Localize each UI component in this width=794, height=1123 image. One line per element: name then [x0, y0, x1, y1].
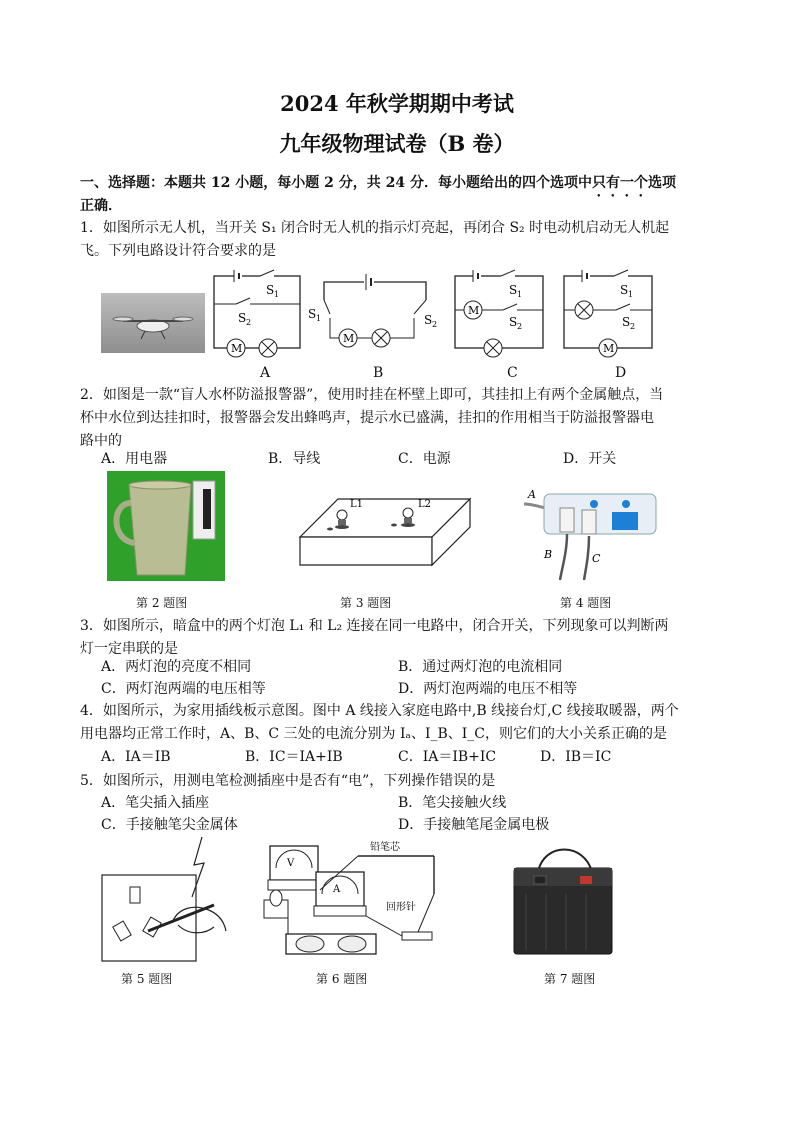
- svg-text:B: B: [544, 548, 553, 561]
- q3-option-a: A．两灯泡的亮度不相同: [101, 659, 252, 675]
- q2-option-c: C．电源: [398, 451, 451, 467]
- svg-text:1: 1: [274, 290, 280, 299]
- svg-text:S: S: [266, 283, 275, 297]
- svg-text:M: M: [343, 332, 355, 345]
- exam-subtitle: 九年级物理试卷（B 卷）: [279, 131, 515, 156]
- section-heading-cont: 正确．: [80, 198, 122, 214]
- q3-text-2: 灯一定串联的是: [80, 641, 178, 657]
- circuit-a: [208, 266, 308, 361]
- q2-option-b: B．导线: [268, 451, 321, 467]
- circuit-b: [306, 268, 446, 360]
- q4-text-1: 4．如图所示，为家用插线板示意图。图中 A 线接入家庭电路中,B 线接台灯,C 线接取暖器，两个: [80, 703, 679, 719]
- dark-box-figure: [296, 491, 474, 573]
- q1-text-1: 1．如图所示无人机，当开关 S₁ 闭合时无人机的指示灯亮起，再闭合 S₂ 时电动机启动无人机起: [80, 220, 670, 236]
- svg-text:1: 1: [628, 290, 634, 299]
- q5-option-c: C．手接触笔尖金属体: [101, 817, 238, 833]
- q2-text-2: 杯中水位到达挂扣时，报警器会发出蜂鸣声，提示水已盛满，挂扣的作用相当于防溢报警器电: [80, 410, 654, 426]
- svg-text:S: S: [424, 313, 433, 327]
- circuit-label-b: B: [373, 365, 384, 381]
- q2-option-a: A．用电器: [101, 451, 168, 467]
- svg-text:M: M: [603, 342, 615, 355]
- q4-text-2: 用电器均正常工作时，A、B、C 三处的电流分别为 Iₐ、I_B、I_C，则它们的大小关系正确的是: [80, 726, 667, 742]
- circuit-label-c: C: [507, 365, 518, 381]
- circuit-d: [558, 266, 658, 361]
- fig5-caption: 第 5 题图: [121, 972, 173, 986]
- section-heading: 一、选择题：本题共 12 小题，每小题 2 分，共 24 分．每小题给出的四个选项中只有一个选项: [80, 175, 676, 191]
- svg-text:2: 2: [432, 320, 438, 329]
- q1-text-2: 飞。下列电路设计符合要求的是: [80, 243, 276, 259]
- svg-text:S: S: [509, 315, 518, 329]
- svg-text:M: M: [468, 304, 480, 317]
- q4-option-d: D．IB＝IC: [540, 749, 612, 765]
- svg-text:V: V: [287, 858, 295, 869]
- q4-option-b: B．IC＝IA+IB: [245, 749, 343, 765]
- q3-option-c: C．两灯泡两端的电压相等: [101, 681, 266, 697]
- svg-text:2: 2: [246, 318, 252, 327]
- svg-text:S: S: [308, 307, 317, 321]
- svg-text:S: S: [509, 283, 518, 297]
- q3-option-b: B．通过两灯泡的电流相同: [398, 659, 563, 675]
- svg-text:C: C: [592, 552, 601, 565]
- q5-text-1: 5．如图所示，用测电笔检测插座中是否有“电”，下列操作错误的是: [80, 773, 496, 789]
- svg-text:S: S: [238, 311, 247, 325]
- fig2-caption: 第 2 题图: [136, 596, 188, 610]
- q4-option-a: A．IA＝IB: [101, 749, 171, 765]
- svg-text:S: S: [622, 315, 631, 329]
- q5-option-a: A．笔尖插入插座: [101, 795, 210, 811]
- svg-text:铅笔芯: 铅笔芯: [370, 842, 400, 853]
- q2-option-d: D．开关: [563, 451, 617, 467]
- svg-text:回形针: 回形针: [386, 902, 416, 913]
- fig7-caption: 第 7 题图: [544, 972, 596, 986]
- fig3-caption: 第 3 题图: [340, 596, 392, 610]
- q2-text-1: 2．如图是一款“盲人水杯防溢报警器”，使用时挂在杯壁上即可，其挂扣上有两个金属触点，当: [80, 387, 664, 403]
- drone-photo: [101, 293, 205, 353]
- svg-text:L2: L2: [418, 499, 432, 510]
- q5-option-b: B．笔尖接触火线: [398, 795, 507, 811]
- q5-option-d: D．手接触笔尾金属电极: [398, 817, 550, 833]
- circuit-c: [449, 266, 549, 361]
- fig6-caption: 第 6 题图: [316, 972, 368, 986]
- circuit-experiment-figure: [258, 836, 448, 962]
- drone-icon: [101, 293, 205, 353]
- q3-option-d: D．两灯泡两端的电压不相等: [398, 681, 578, 697]
- fig4-caption: 第 4 题图: [560, 596, 612, 610]
- svg-text:1: 1: [316, 314, 322, 323]
- power-strip-figure: [522, 482, 662, 582]
- q3-text-1: 3．如图所示，暗盒中的两个灯泡 L₁ 和 L₂ 连接在同一电路中，闭合开关，下列现象可以判断两: [80, 618, 669, 634]
- circuit-label-a: A: [260, 365, 271, 381]
- svg-text:S: S: [620, 283, 629, 297]
- cup-photo: [107, 471, 225, 581]
- svg-text:1: 1: [517, 290, 523, 299]
- q4-option-c: C．IA＝IB+IC: [398, 749, 497, 765]
- svg-text:A: A: [333, 884, 341, 895]
- svg-text:2: 2: [630, 322, 636, 331]
- svg-text:2: 2: [517, 322, 523, 331]
- test-pen-figure: [98, 835, 228, 963]
- exam-title: 2024 年秋学期期中考试: [280, 91, 514, 116]
- cup-icon: [107, 471, 225, 581]
- svg-text:A: A: [528, 488, 536, 501]
- q2-text-3: 路中的: [80, 433, 122, 449]
- svg-text:L1: L1: [350, 499, 364, 510]
- battery-figure: [510, 838, 614, 956]
- svg-text:M: M: [231, 342, 243, 355]
- circuit-label-d: D: [615, 365, 627, 381]
